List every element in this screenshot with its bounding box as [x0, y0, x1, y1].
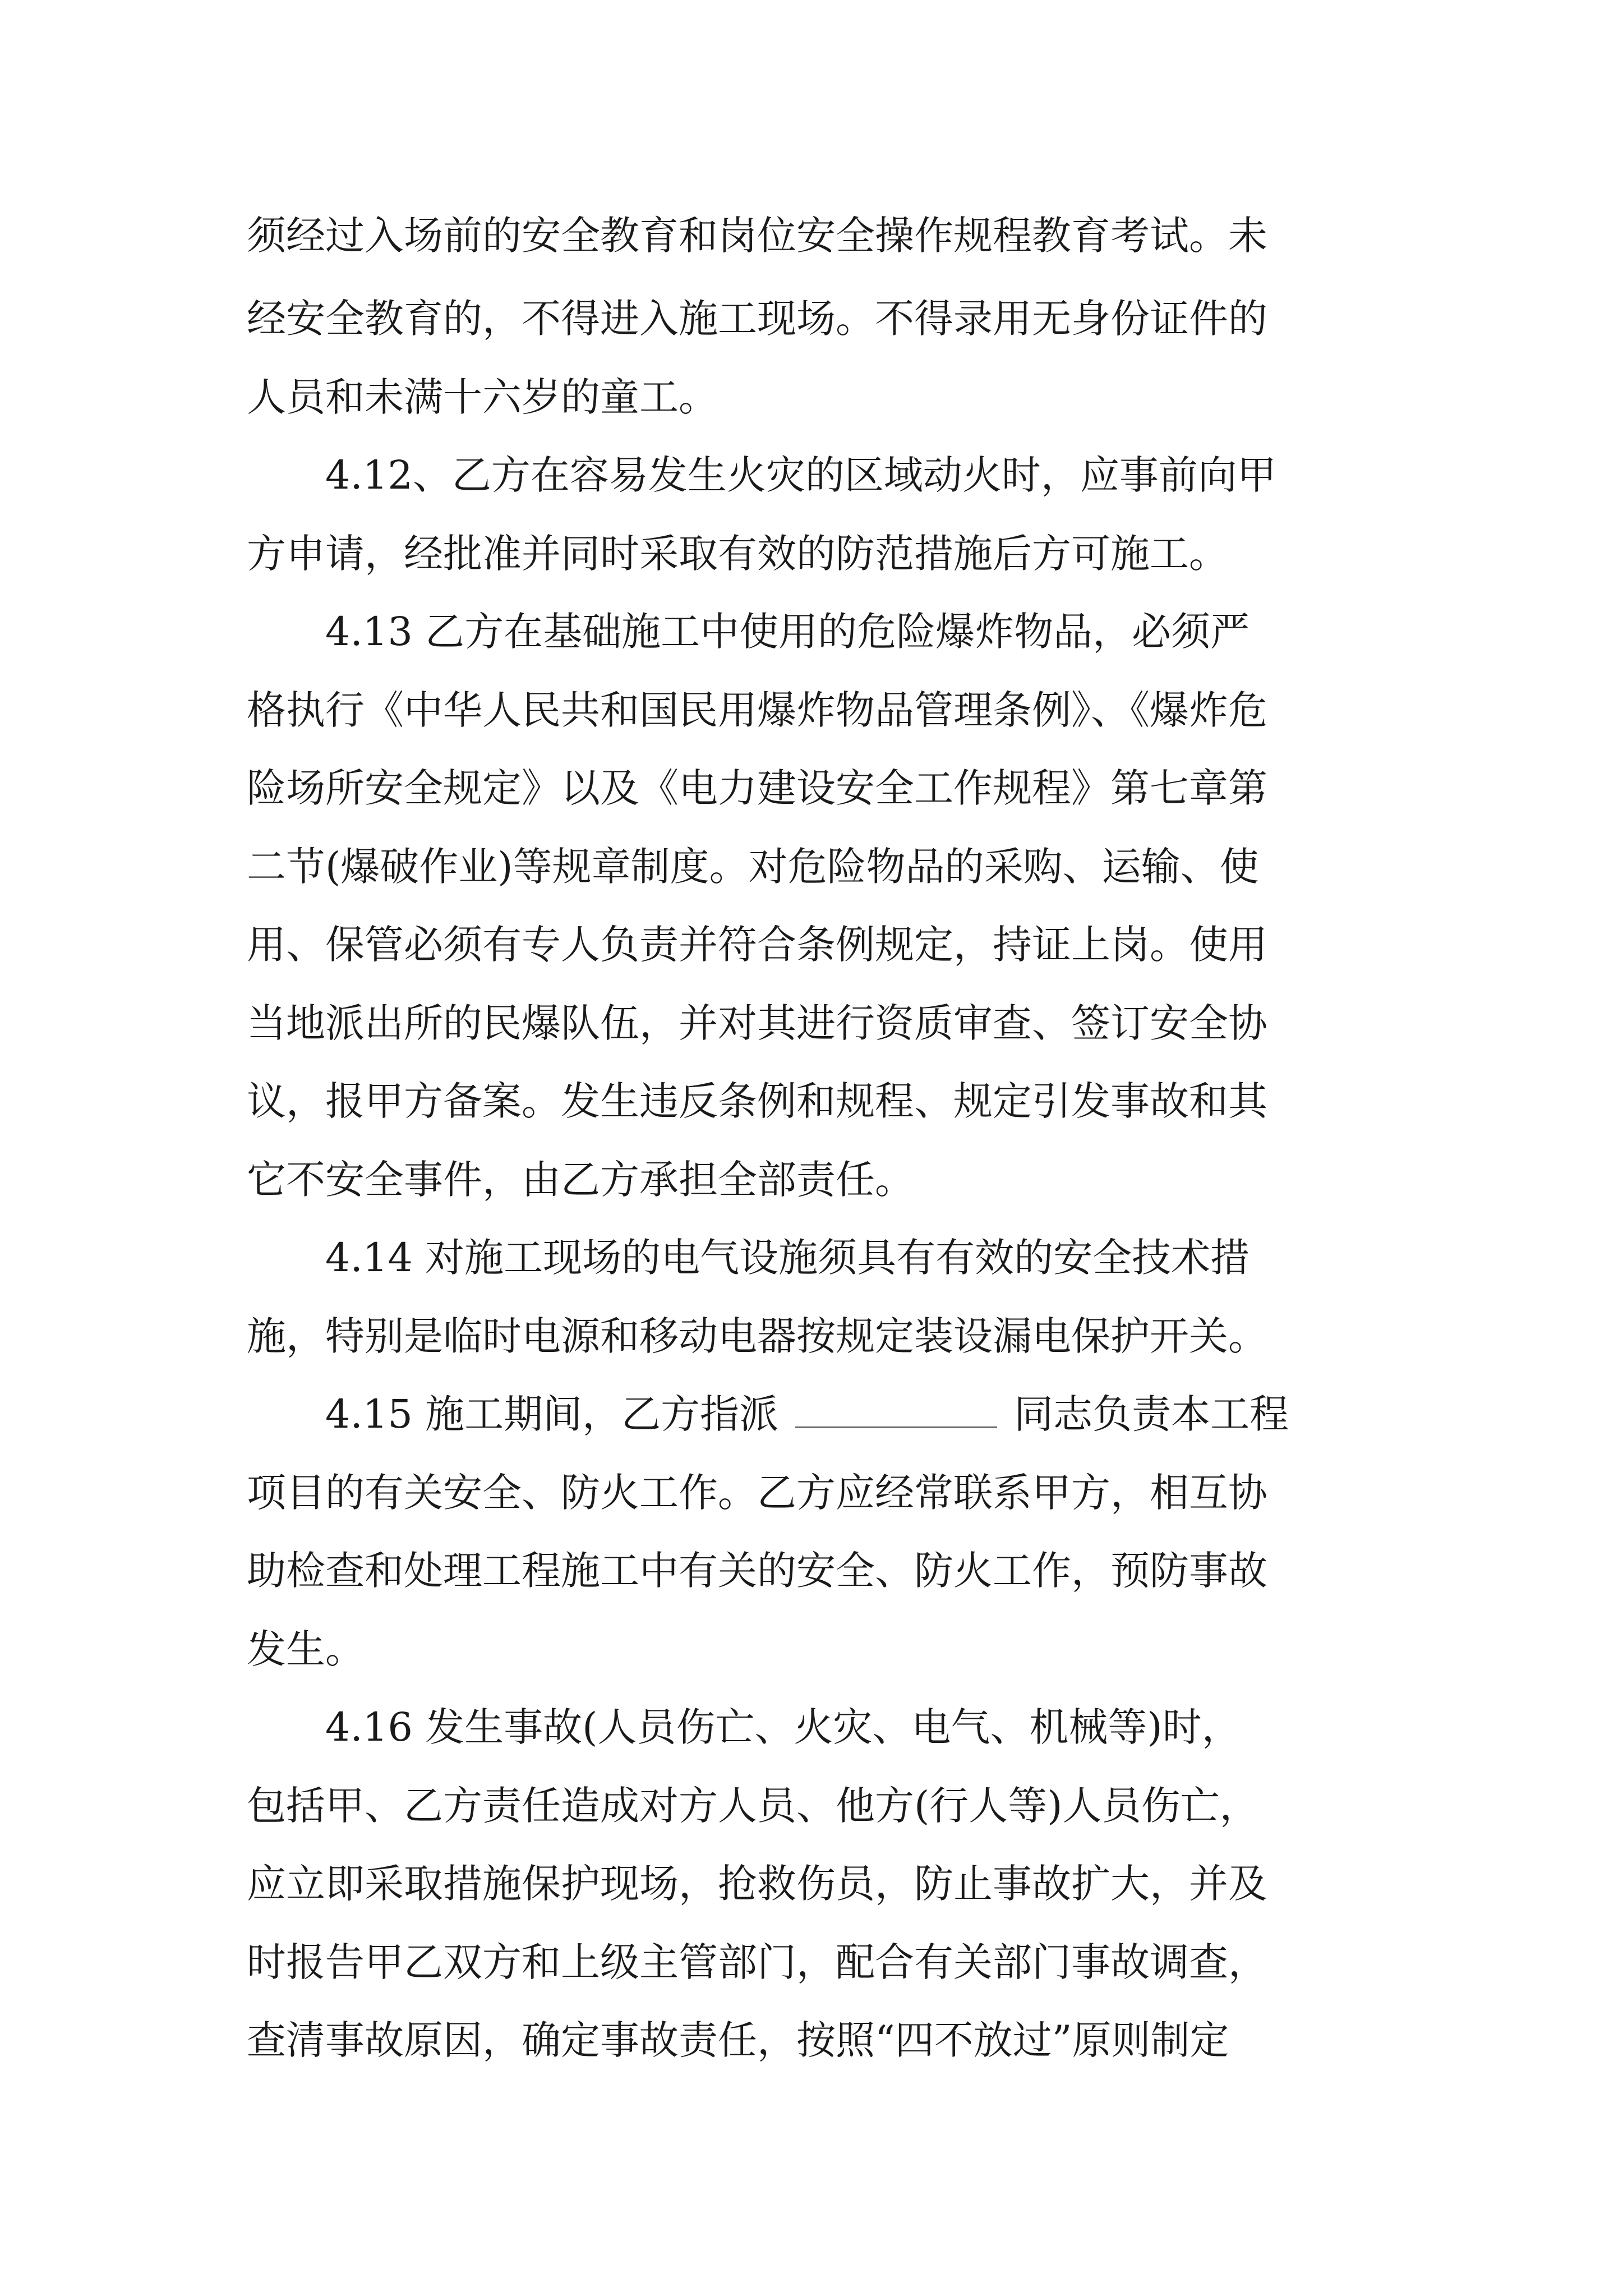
paragraph-line: 4.16 发生事故(人员伤亡、火灾、电气、机械等)时，: [247, 1704, 1241, 1750]
fill-in-blank: [795, 1387, 997, 1428]
paragraph-line: 格执行《中华人民共和国民用爆炸物品管理条例》、《爆炸危: [247, 687, 1267, 733]
paragraph-line: 方申请，经批准并同时采取有效的防范措施后方可施工。: [247, 531, 1228, 577]
paragraph-line: 用、保管必须有专人负责并符合条例规定，持证上岗。使用: [247, 922, 1267, 968]
paragraph-line: 查清事故原因，确定事故责任，按照“四不放过”原则制定: [247, 2017, 1229, 2063]
paragraph-line: 经安全教育的，不得进入施工现场。不得录用无身份证件的: [247, 296, 1267, 342]
paragraph-line: 项目的有关安全、防火工作。乙方应经常联系甲方，相互协: [247, 1470, 1267, 1516]
blank-suffix-text: 同志负责本工程: [1014, 1391, 1289, 1437]
paragraph-line: 当地派出所的民爆队伍，并对其进行资质审查、签订安全协: [247, 1000, 1267, 1046]
paragraph-line: 4.13 乙方在基础施工中使用的危险爆炸物品，必须严: [247, 609, 1250, 655]
paragraph-line: 人员和未满十六岁的童工。: [247, 374, 718, 420]
paragraph-line: 4.14 对施工现场的电气设施须具有有效的安全技术措: [247, 1235, 1250, 1281]
blank-prefix-text: 4.15 施工期间，乙方指派: [247, 1391, 779, 1437]
paragraph-line: 险场所安全规定》以及《电力建设安全工作规程》第七章第: [247, 765, 1267, 811]
paragraph-line: 包括甲、乙方责任造成对方人员、他方(行人等)人员伤亡，: [247, 1783, 1259, 1829]
paragraph-line: 应立即采取措施保护现场，抢救伤员，防止事故扩大，并及: [247, 1861, 1267, 1907]
paragraph-line: 施，特别是临时电源和移动电器按规定装设漏电保护开关。: [247, 1313, 1267, 1359]
paragraph-line: 二节(爆破作业)等规章制度。对危险物品的采购、运输、使: [247, 844, 1259, 890]
paragraph-line: 时报告甲乙双方和上级主管部门，配合有关部门事故调查，: [247, 1939, 1267, 1985]
paragraph-line: 助检查和处理工程施工中有关的安全、防火工作，预防事故: [247, 1548, 1267, 1594]
paragraph-line: 发生。: [247, 1626, 365, 1672]
paragraph-line-with-blank: [247, 1386, 1289, 1442]
paragraph-line: 它不安全事件，由乙方承担全部责任。: [247, 1157, 914, 1203]
paragraph-line: 须经过入场前的安全教育和岗位安全操作规程教育考试。未: [247, 213, 1267, 259]
paragraph-line: 4.12、乙方在容易发生火灾的区域动火时，应事前向甲: [247, 452, 1276, 498]
paragraph-line: 议，报甲方备案。发生违反条例和规程、规定引发事故和其: [247, 1078, 1267, 1124]
